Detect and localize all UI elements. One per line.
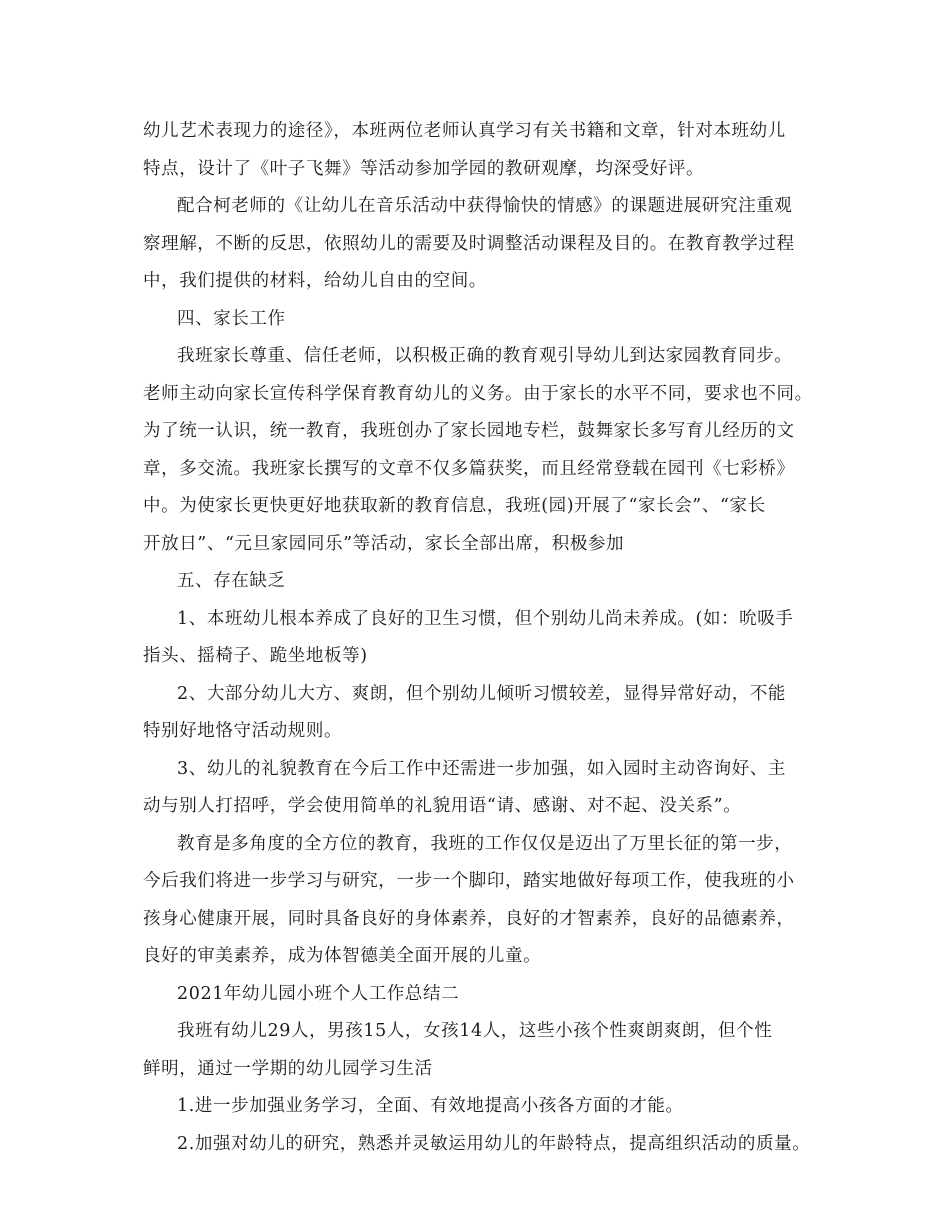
text-line: 指头、摇椅子、跪坐地板等) [143, 646, 368, 666]
text-line: 2.加强对幼儿的研究，熟悉并灵敏运用幼儿的年龄特点，提高组织活动的质量。 [177, 1133, 811, 1154]
paragraph-class-overview [143, 1013, 823, 1088]
text-line: 老师主动向家长宣传科学保育教育幼儿的义务。由于家长的水平不同，要求也不同。 [143, 383, 813, 404]
paragraph-parent-work [143, 338, 823, 563]
text-line: 幼儿艺术表现力的途径》，本班两位老师认真学习有关书籍和文章，针对本班幼儿 [143, 121, 786, 141]
section-title: 2021年幼儿园小班个人工作总结二 [177, 983, 460, 1004]
text-line: 我班有幼儿29人，男孩15人，女孩14人，这些小孩个性爽朗爽朗，但个性 [177, 1021, 773, 1041]
text-line: 1、本班幼儿根本养成了良好的卫生习惯，但个别幼儿尚未养成。(如：吮吸手 [177, 608, 794, 629]
list-item-shortcoming-1 [143, 601, 823, 676]
section-heading: 四、家长工作 [177, 308, 286, 329]
text-line: 动与别人打招呼，学会使用简单的礼貌用语“请、感谢、对不起、没关系”。 [143, 796, 742, 816]
list-item-plan-1 [143, 1088, 823, 1126]
document-body [143, 113, 823, 1163]
text-line: 教育是多角度的全方位的教育，我班的工作仅仅是迈出了万里长征的第一步， [177, 833, 793, 854]
text-line: 2、大部分幼儿大方、爽朗，但个别幼儿倾听习惯较差，显得异常好动，不能 [177, 683, 787, 704]
text-line: 察理解，不断的反思，依照幼儿的需要及时调整活动课程及目的。在教育教学过程 [143, 233, 795, 254]
paragraph-research-cooperation [143, 188, 823, 301]
list-item-plan-2 [143, 1126, 823, 1164]
text-line: 今后我们将进一步学习与研究，一步一个脚印，踏实地做好每项工作，使我班的小 [143, 871, 795, 891]
text-line: 鲜明，通过一学期的幼儿园学习生活 [143, 1058, 433, 1079]
text-line: 良好的审美素养，成为体智德美全面开展的儿童。 [143, 946, 542, 966]
text-line: 我班家长尊重、信任老师，以积极正确的教育观引导幼儿到达家园教育同步。 [177, 346, 793, 366]
paragraph-art-expression [143, 113, 823, 188]
section-heading: 五、存在缺乏 [177, 571, 286, 591]
text-line: 1.进一步加强业务学习，全面、有效地提高小孩各方面的才能。 [177, 1096, 684, 1116]
list-item-shortcoming-3 [143, 751, 823, 826]
text-line: 特别好地恪守活动规则。 [143, 721, 343, 741]
list-item-shortcoming-2 [143, 676, 823, 751]
paragraph-conclusion [143, 826, 823, 976]
text-line: 中。为使家长更快更好地获取新的教育信息，我班(园)开展了“家长会”、“家长 [143, 496, 766, 516]
text-line: 章，多交流。我班家长撰写的文章不仅多篇获奖，而且经常登载在园刊《七彩桥》 [143, 458, 795, 479]
section-title-summary-two [143, 976, 823, 1014]
text-line: 3、幼儿的礼貌教育在今后工作中还需进一步加强，如入园时主动咨询好、主 [177, 758, 787, 779]
text-line: 孩身心健康开展，同时具备良好的身体素养，良好的才智素养，良好的品德素养， [143, 908, 795, 929]
text-line: 中，我们提供的材料，给幼儿自由的空间。 [143, 271, 487, 291]
text-line: 开放日”、“元旦家园同乐”等活动，家长全部出席，积极参加 [143, 533, 625, 554]
text-line: 特点，设计了《叶子飞舞》等活动参加学园的教研观摩，均深受好评。 [143, 158, 705, 179]
text-line: 配合柯老师的《让幼儿在音乐活动中获得愉快的情感》的课题进展研究注重观 [177, 196, 793, 216]
section-heading-parent-work [143, 301, 823, 339]
section-heading-shortcomings [143, 563, 823, 601]
text-line: 为了统一认识，统一教育，我班创办了家长园地专栏，鼓舞家长多写育儿经历的文 [143, 421, 795, 441]
